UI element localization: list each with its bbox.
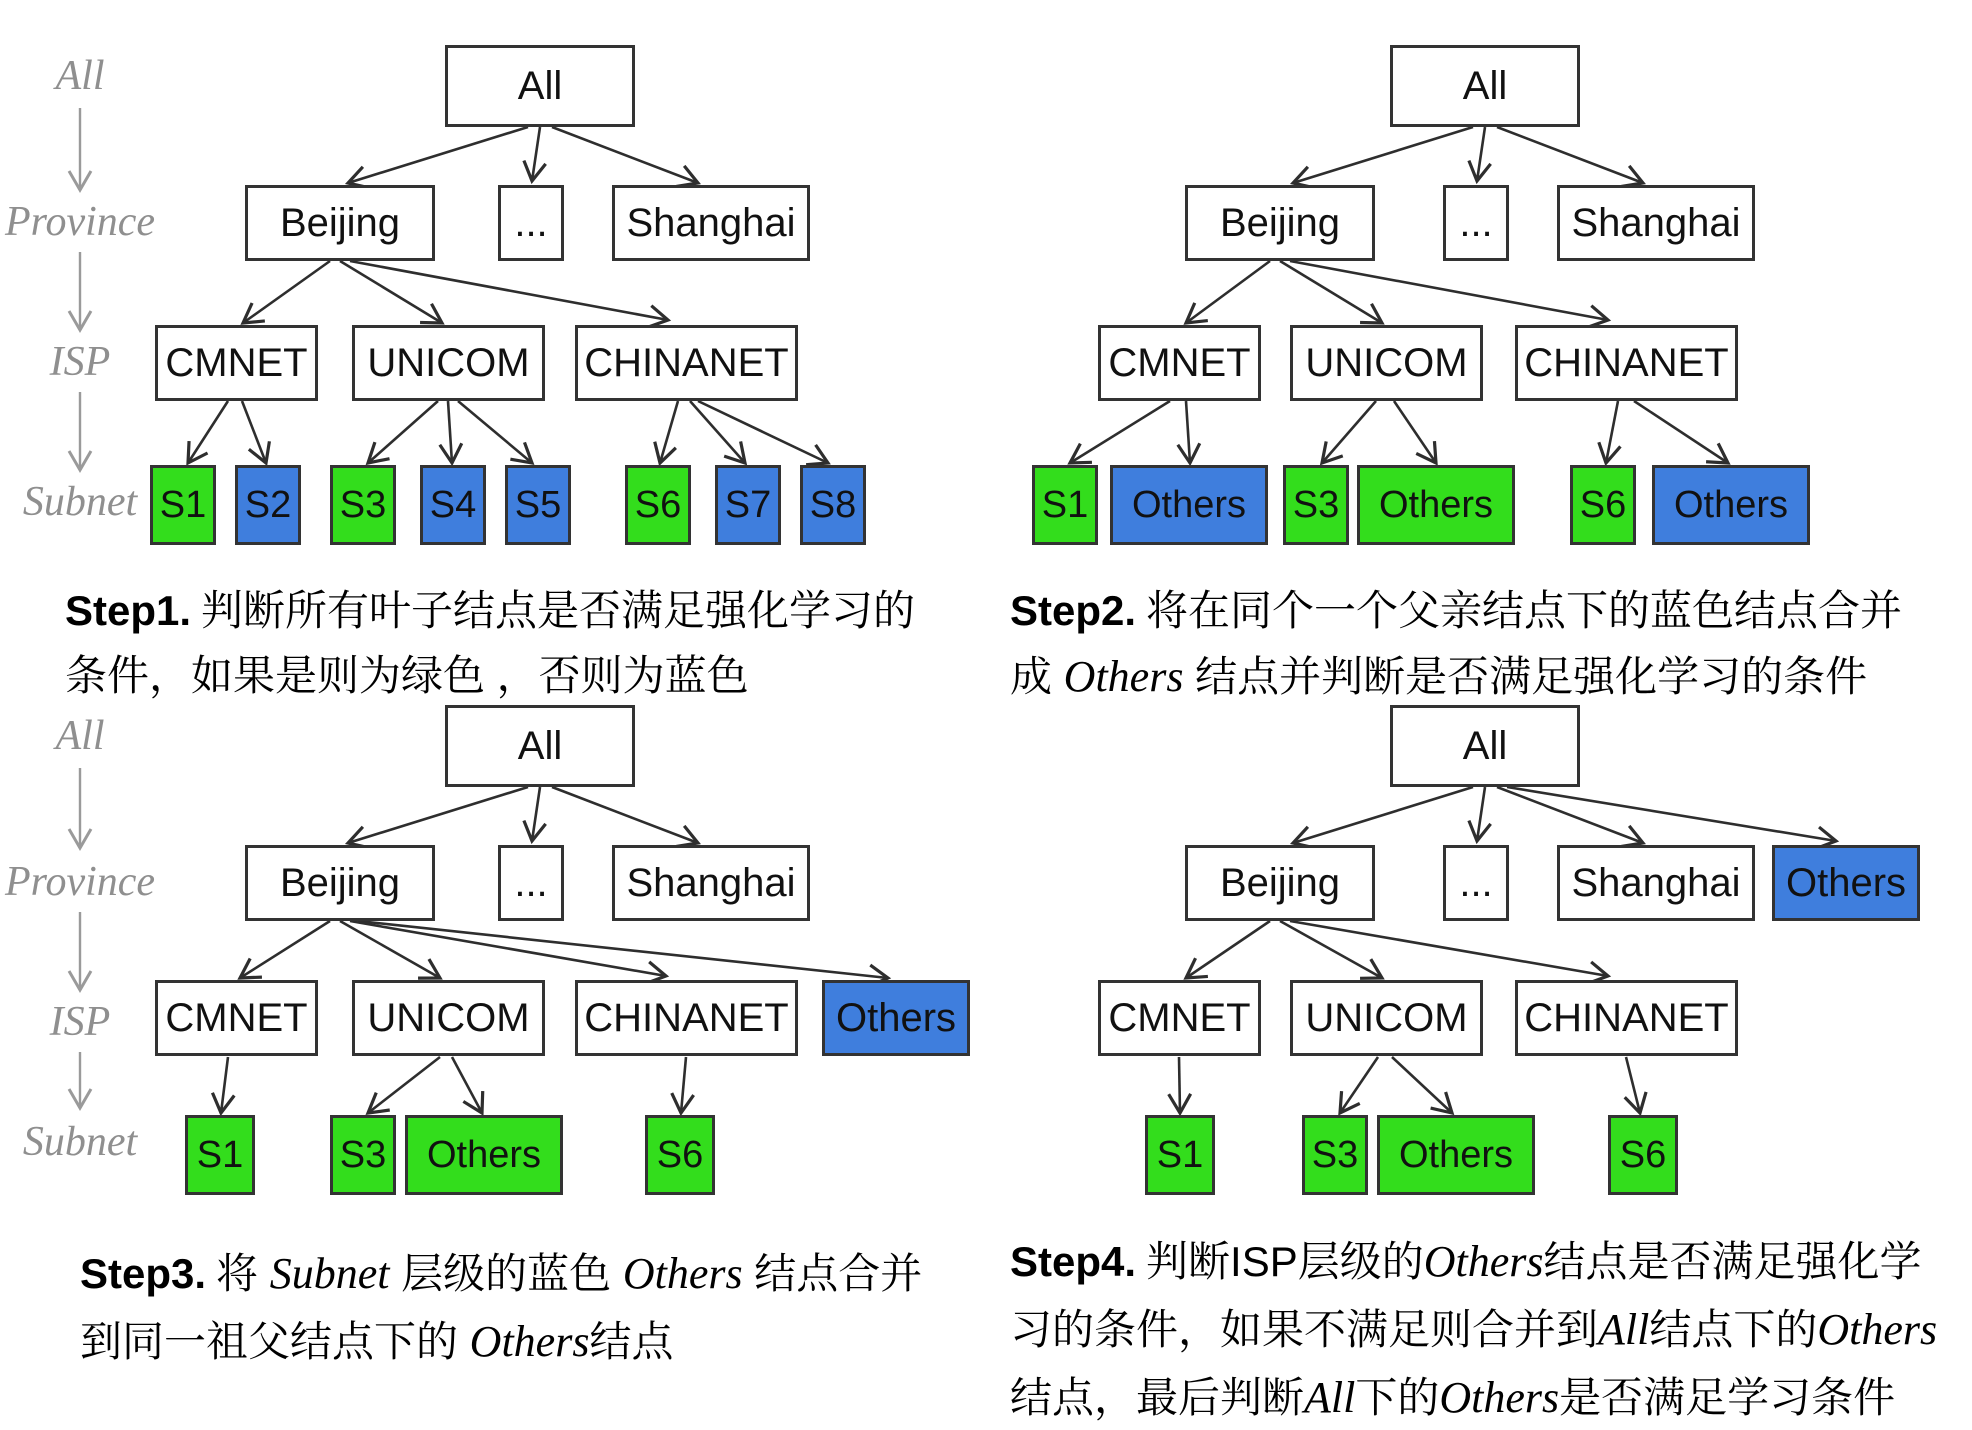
arrow xyxy=(340,261,442,323)
step2-node-s1: S1 xyxy=(1032,465,1098,545)
level-label-all-2: All xyxy=(55,713,105,759)
step3-caption-label: Step3. xyxy=(80,1250,207,1297)
level-label-province-2: Province xyxy=(5,859,156,905)
step4-node-others-subnet: Others xyxy=(1377,1115,1535,1195)
step2-node-others-chinanet: Others xyxy=(1652,465,1810,545)
step2-node-beijing: Beijing xyxy=(1185,185,1375,261)
step4-node-s6: S6 xyxy=(1608,1115,1678,1195)
arrow xyxy=(1070,401,1170,463)
arrow xyxy=(1179,1057,1180,1113)
arrow xyxy=(452,1057,482,1113)
arrow xyxy=(221,1057,228,1113)
arrow xyxy=(1340,1057,1378,1113)
step4-node-s3: S3 xyxy=(1302,1115,1368,1195)
step4-node-others-province: Others xyxy=(1772,845,1920,921)
step2-node-ellipsis: ... xyxy=(1443,185,1509,261)
step3-caption xyxy=(80,1240,960,1376)
step2-caption-label: Step2. xyxy=(1010,587,1137,634)
arrow xyxy=(458,401,532,463)
level-label-isp-2: ISP xyxy=(49,999,111,1045)
step3-node-chinanet: CHINANET xyxy=(575,980,798,1056)
step1-node-s4: S4 xyxy=(420,465,486,545)
step3-node-cmnet: CMNET xyxy=(155,980,318,1056)
arrow xyxy=(552,787,698,843)
step1-node-shanghai: Shanghai xyxy=(612,185,810,261)
step1-node-s5: S5 xyxy=(505,465,571,545)
arrow xyxy=(340,921,440,978)
arrow xyxy=(1497,127,1643,183)
step1-node-s6: S6 xyxy=(625,465,691,545)
step2-node-all: All xyxy=(1390,45,1580,127)
step4-caption-label: Step4. xyxy=(1010,1238,1137,1285)
arrow xyxy=(242,401,266,463)
arrow xyxy=(1293,127,1473,183)
step4-caption-others2: Others xyxy=(1817,1305,1938,1355)
step4-caption-all2: All xyxy=(1304,1373,1356,1423)
step4-node-shanghai: Shanghai xyxy=(1557,845,1755,921)
step4-caption-text6: 是否满足学习条件 xyxy=(1559,1374,1896,1422)
step2-node-s3: S3 xyxy=(1283,465,1349,545)
arrow xyxy=(1626,1057,1640,1113)
step1-node-all: All xyxy=(445,45,635,127)
step4-node-s1: S1 xyxy=(1145,1115,1215,1195)
level-label-subnet-2: Subnet xyxy=(22,1119,138,1165)
step4-node-beijing: Beijing xyxy=(1185,845,1375,921)
step4-caption-all: All xyxy=(1598,1305,1650,1355)
step3-node-ellipsis: ... xyxy=(498,845,564,921)
step1-caption-text: 判断所有叶子结点是否满足强化学习的条件，如果是则为绿色 ，否则为蓝色 xyxy=(65,587,916,700)
arrow xyxy=(348,787,528,843)
step3-node-s3: S3 xyxy=(330,1115,396,1195)
arrow xyxy=(1497,787,1643,843)
step2-node-shanghai: Shanghai xyxy=(1557,185,1755,261)
level-label-isp: ISP xyxy=(49,339,111,385)
step1-node-s8: S8 xyxy=(800,465,866,545)
step3-node-shanghai: Shanghai xyxy=(612,845,810,921)
step4-caption-text5: 下的 xyxy=(1355,1374,1440,1422)
step4-node-cmnet: CMNET xyxy=(1098,980,1261,1056)
step3-node-s1: S1 xyxy=(185,1115,255,1195)
arrow xyxy=(1186,401,1190,463)
step1-node-chinanet: CHINANET xyxy=(575,325,798,401)
arrow xyxy=(1280,261,1382,323)
step2-node-unicom: UNICOM xyxy=(1290,325,1483,401)
step3-caption-text2: 层级的蓝色 xyxy=(389,1250,623,1297)
arrow xyxy=(1634,401,1728,463)
arrow xyxy=(188,401,228,463)
arrow xyxy=(240,921,330,978)
step1-node-s1: S1 xyxy=(150,465,216,545)
step1-node-cmnet: CMNET xyxy=(155,325,318,401)
arrow xyxy=(1290,921,1608,976)
arrow xyxy=(368,401,438,463)
level-label-all: All xyxy=(55,53,105,99)
arrow xyxy=(1507,787,1836,841)
arrow xyxy=(1280,921,1382,978)
arrow xyxy=(348,127,528,183)
arrow xyxy=(1186,921,1270,978)
step4-caption-text4: 结点，最后判断 xyxy=(1010,1374,1305,1422)
step2-caption-text: 将在同个一个父亲结点下的蓝色结点合并成 xyxy=(1010,587,1903,701)
arrow xyxy=(552,127,698,183)
step2-caption-text2: 结点并判断是否满足强化学习的条件 xyxy=(1183,653,1868,701)
step3-node-others-subnet: Others xyxy=(405,1115,563,1195)
step1-node-beijing: Beijing xyxy=(245,185,435,261)
arrow xyxy=(532,127,540,181)
step1-node-s7: S7 xyxy=(715,465,781,545)
step4-node-chinanet: CHINANET xyxy=(1515,980,1738,1056)
arrow xyxy=(1394,401,1436,463)
step3-caption-text3: 结点合并到同一祖父结点下的 xyxy=(80,1250,923,1366)
arrow xyxy=(1392,1057,1452,1113)
step1-caption xyxy=(65,578,945,708)
step2-caption xyxy=(1010,578,1940,711)
arrow xyxy=(1477,787,1485,841)
step2-node-s6: S6 xyxy=(1570,465,1636,545)
step4-caption-text3: 结点下的 xyxy=(1649,1306,1818,1354)
step2-node-others-unicom: Others xyxy=(1357,465,1515,545)
arrow xyxy=(1186,261,1270,323)
step2-node-chinanet: CHINANET xyxy=(1515,325,1738,401)
arrow xyxy=(243,261,330,323)
step3-caption-others2: Others xyxy=(469,1317,590,1367)
step1-node-s2: S2 xyxy=(235,465,301,545)
level-label-subnet: Subnet xyxy=(22,479,138,525)
step3-caption-text4: 结点 xyxy=(589,1318,674,1366)
step1-node-unicom: UNICOM xyxy=(352,325,545,401)
step2-node-cmnet: CMNET xyxy=(1098,325,1261,401)
step2-node-others-cmnet: Others xyxy=(1110,465,1268,545)
step4-node-ellipsis: ... xyxy=(1443,845,1509,921)
step4-node-unicom: UNICOM xyxy=(1290,980,1483,1056)
step3-caption-text: 将 xyxy=(216,1250,270,1297)
step4-caption-others: Others xyxy=(1423,1237,1544,1286)
arrow xyxy=(681,1057,686,1113)
arrow xyxy=(1322,401,1376,463)
arrow xyxy=(368,1057,440,1113)
step4-node-all: All xyxy=(1390,705,1580,787)
step3-node-s6: S6 xyxy=(645,1115,715,1195)
step3-node-others-isp: Others xyxy=(822,980,970,1056)
arrow xyxy=(1606,401,1618,463)
step3-node-beijing: Beijing xyxy=(245,845,435,921)
step4-caption-text2: 结点是否满足强化学习的条件，如果不满足则合并到 xyxy=(1010,1238,1922,1354)
arrow xyxy=(1293,787,1473,843)
step1-node-s3: S3 xyxy=(330,465,396,545)
arrow xyxy=(448,401,452,463)
level-label-province: Province xyxy=(5,199,156,245)
arrow xyxy=(532,787,540,841)
step3-caption-others: Others xyxy=(622,1249,743,1298)
step4-caption-others3: Others xyxy=(1439,1373,1560,1423)
step4-caption-text: 判断ISP层级的 xyxy=(1146,1238,1424,1285)
arrow xyxy=(660,401,678,463)
step1-node-ellipsis: ... xyxy=(498,185,564,261)
step3-node-unicom: UNICOM xyxy=(352,980,545,1056)
arrow xyxy=(1290,261,1608,320)
step4-caption xyxy=(1010,1228,1960,1430)
step2-caption-others: Others xyxy=(1063,652,1184,702)
step3-node-all: All xyxy=(445,705,635,787)
arrow xyxy=(350,261,668,320)
arrow xyxy=(1477,127,1485,181)
step3-caption-subnet: Subnet xyxy=(269,1249,390,1298)
step1-caption-label: Step1. xyxy=(65,587,192,634)
